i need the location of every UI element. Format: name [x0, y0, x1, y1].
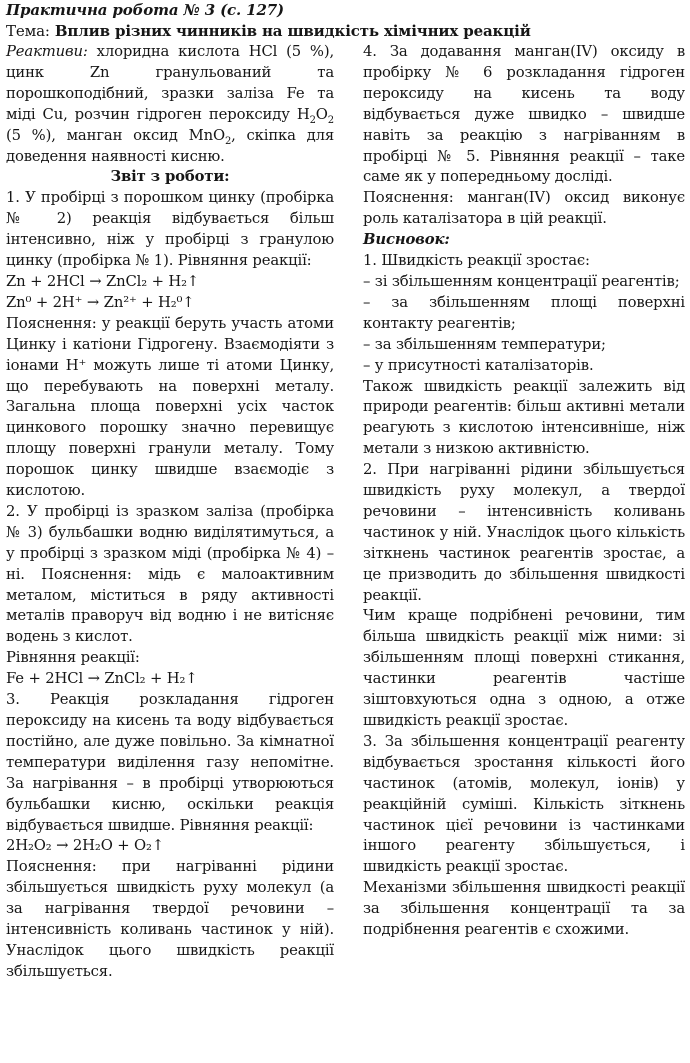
conclusion-item-1c: – за збільшенням температури; — [363, 335, 606, 353]
reagents-paragraph — [6, 42, 334, 167]
theme-text: Вплив різних чинників на швидкість хімічних реакцій — [54, 22, 531, 40]
report-paragraph-3: 2. У пробірці із зразком заліза (пробірка № 3) бульбашки водню виділятимуться, а у пробірці з зразком міді (пробірка № 4) – ні. Пояснення: мідь є малоактивним металом, міститься в ряду активності металів праворуч від водню і не витісняє водень з кислот. — [6, 502, 334, 646]
report-paragraph-6: Пояснення: при нагріванні рідини збільшується швидкість руху молекул (а за нагрівання твердої речовини – інтенсивність коливань частинок у ній). Унаслідок цього швидкість реакції збільшується. — [6, 858, 334, 980]
left-column — [6, 42, 334, 983]
reagents-label: Реактиви: — [6, 43, 88, 60]
right-paragraph-5: Чим краще подрібнені речовини, тим більша швидкість реакції між ними: зі збільшенням площі поверхні стикання, частинки реагентів частіше зіштовхуються одна з одною, а отже швидкість реакції зростає. — [363, 607, 685, 729]
conclusion-item-1d: – у присутності каталізаторів. — [363, 356, 594, 374]
equation-fe-hcl: Fe + 2HCl → ZnCl₂ + H₂↑ — [6, 670, 198, 688]
work-title: Практична робота № 3 (с. 127) — [6, 1, 284, 19]
conclusion-item-1: 1. Швидкість реакції зростає: — [363, 252, 590, 270]
right-paragraph-6: 3. За збільшення концентрації реагенту відбувається зростання кількості його частинок (атомів, молекул, іонів) у реакційній суміші. Кількість зіткнень частинок цієї речовини із частинками іншого реагенту збільшується, і швидкість реакції зростає. — [363, 732, 685, 876]
equation-zn-ionic: Zn⁰ + 2H⁺ → Zn²⁺ + H₂⁰↑ — [6, 293, 195, 311]
right-paragraph-4: 2. При нагріванні рідини збільшується швидкість руху молекул, а твердої речовини – інтенсивність коливань частинок у ній. Унаслідок цього кількість зіткнень частинок реагентів зростає, а це призводить до збільшення швидкості реакції. — [363, 461, 685, 604]
equation-zn-hcl: Zn + 2HCl → ZnCl₂ + H₂↑ — [6, 272, 200, 290]
right-paragraph-3: Також швидкість реакції залежить від природи реагентів: більш активні метали реагують з кислотою інтенсивніше, ніж метали з низкою активністю. — [363, 377, 685, 458]
reagents-text-g: , скіпка для доведення наявності кисню. — [6, 126, 335, 165]
report-paragraph-2: Пояснення: у реакції беруть участь атоми Цинку і катіони Гідрогену. Взаємодіяти з іонами H⁺ можуть лише ті атоми Цинку, що перебувають на поверхні металу. Загальна площа поверхні усіх часток цинкового порошку значно перевищує площу поверхні гранули металу. Тому порошок цинку швидше взаємодіє з кислотою. — [6, 314, 334, 500]
work-theme — [6, 21, 686, 42]
page-header — [6, 0, 686, 42]
report-paragraph-5: 3. Реакція розкладання гідроген пероксиду на кисень та воду відбувається постійно, але дуже повільно. За кімнатної температури виділення газу непомітне. За нагрівання – в пробірці утворюються бульбашки кисню, оскільки реакція відбувається швидше. Рівняння реакції: — [6, 691, 334, 834]
right-paragraph-2: Пояснення: манган(IV) оксид виконує роль каталізатора в цій реакції. — [363, 189, 685, 228]
reagents-text-a: хлоридна кислота HCl (5 %), цинк Zn гранульований та порошкоподібний, зразки заліза Fe та міді Cu, розчин гідроген пероксиду H — [6, 43, 334, 123]
report-heading: Звіт з роботи: — [110, 168, 230, 186]
equation-h2o2: 2H₂O₂ → 2H₂O + O₂↑ — [6, 837, 165, 855]
conclusion-item-1b: – за збільшенням площі поверхні контакту реагентів; — [363, 293, 685, 332]
right-column — [363, 42, 685, 941]
conclusion-item-1a: – зі збільшенням концентрації реагентів; — [363, 272, 680, 290]
reagents-text-c: O — [315, 105, 328, 123]
right-paragraph-1: 4. За додавання манган(IV) оксиду в пробірку № 6 розкладання гідроген пероксиду на кисень та воду відбувається дуже швидко – швидше навіть за реакцію з нагріванням в пробірці № 5. Рівняння реакції – таке саме як у попередньому досліді. — [363, 43, 685, 186]
report-paragraph-1: 1. У пробірці з порошком цинку (пробірка № 2) реакція відбувається більш інтенсивно, ніж у пробірці з гранулою цинку (пробірка № 1). Рівняння реакції: — [6, 189, 334, 270]
theme-label: Тема: — [6, 22, 50, 40]
report-paragraph-4: Рівняння реакції: — [6, 649, 140, 667]
right-paragraph-7: Механізми збільшення швидкості реакції за збільшення концентрації та за подрібнення реагентів є схожими. — [363, 879, 685, 939]
conclusion-heading: Висновок: — [363, 231, 450, 249]
reagents-text-e: (5 %), манган оксид MnO — [6, 126, 225, 144]
reagents-sub-2: 2 — [327, 114, 334, 126]
reagents-sub-3: 2 — [224, 135, 232, 147]
reagents-sub-1: 2 — [309, 114, 316, 126]
